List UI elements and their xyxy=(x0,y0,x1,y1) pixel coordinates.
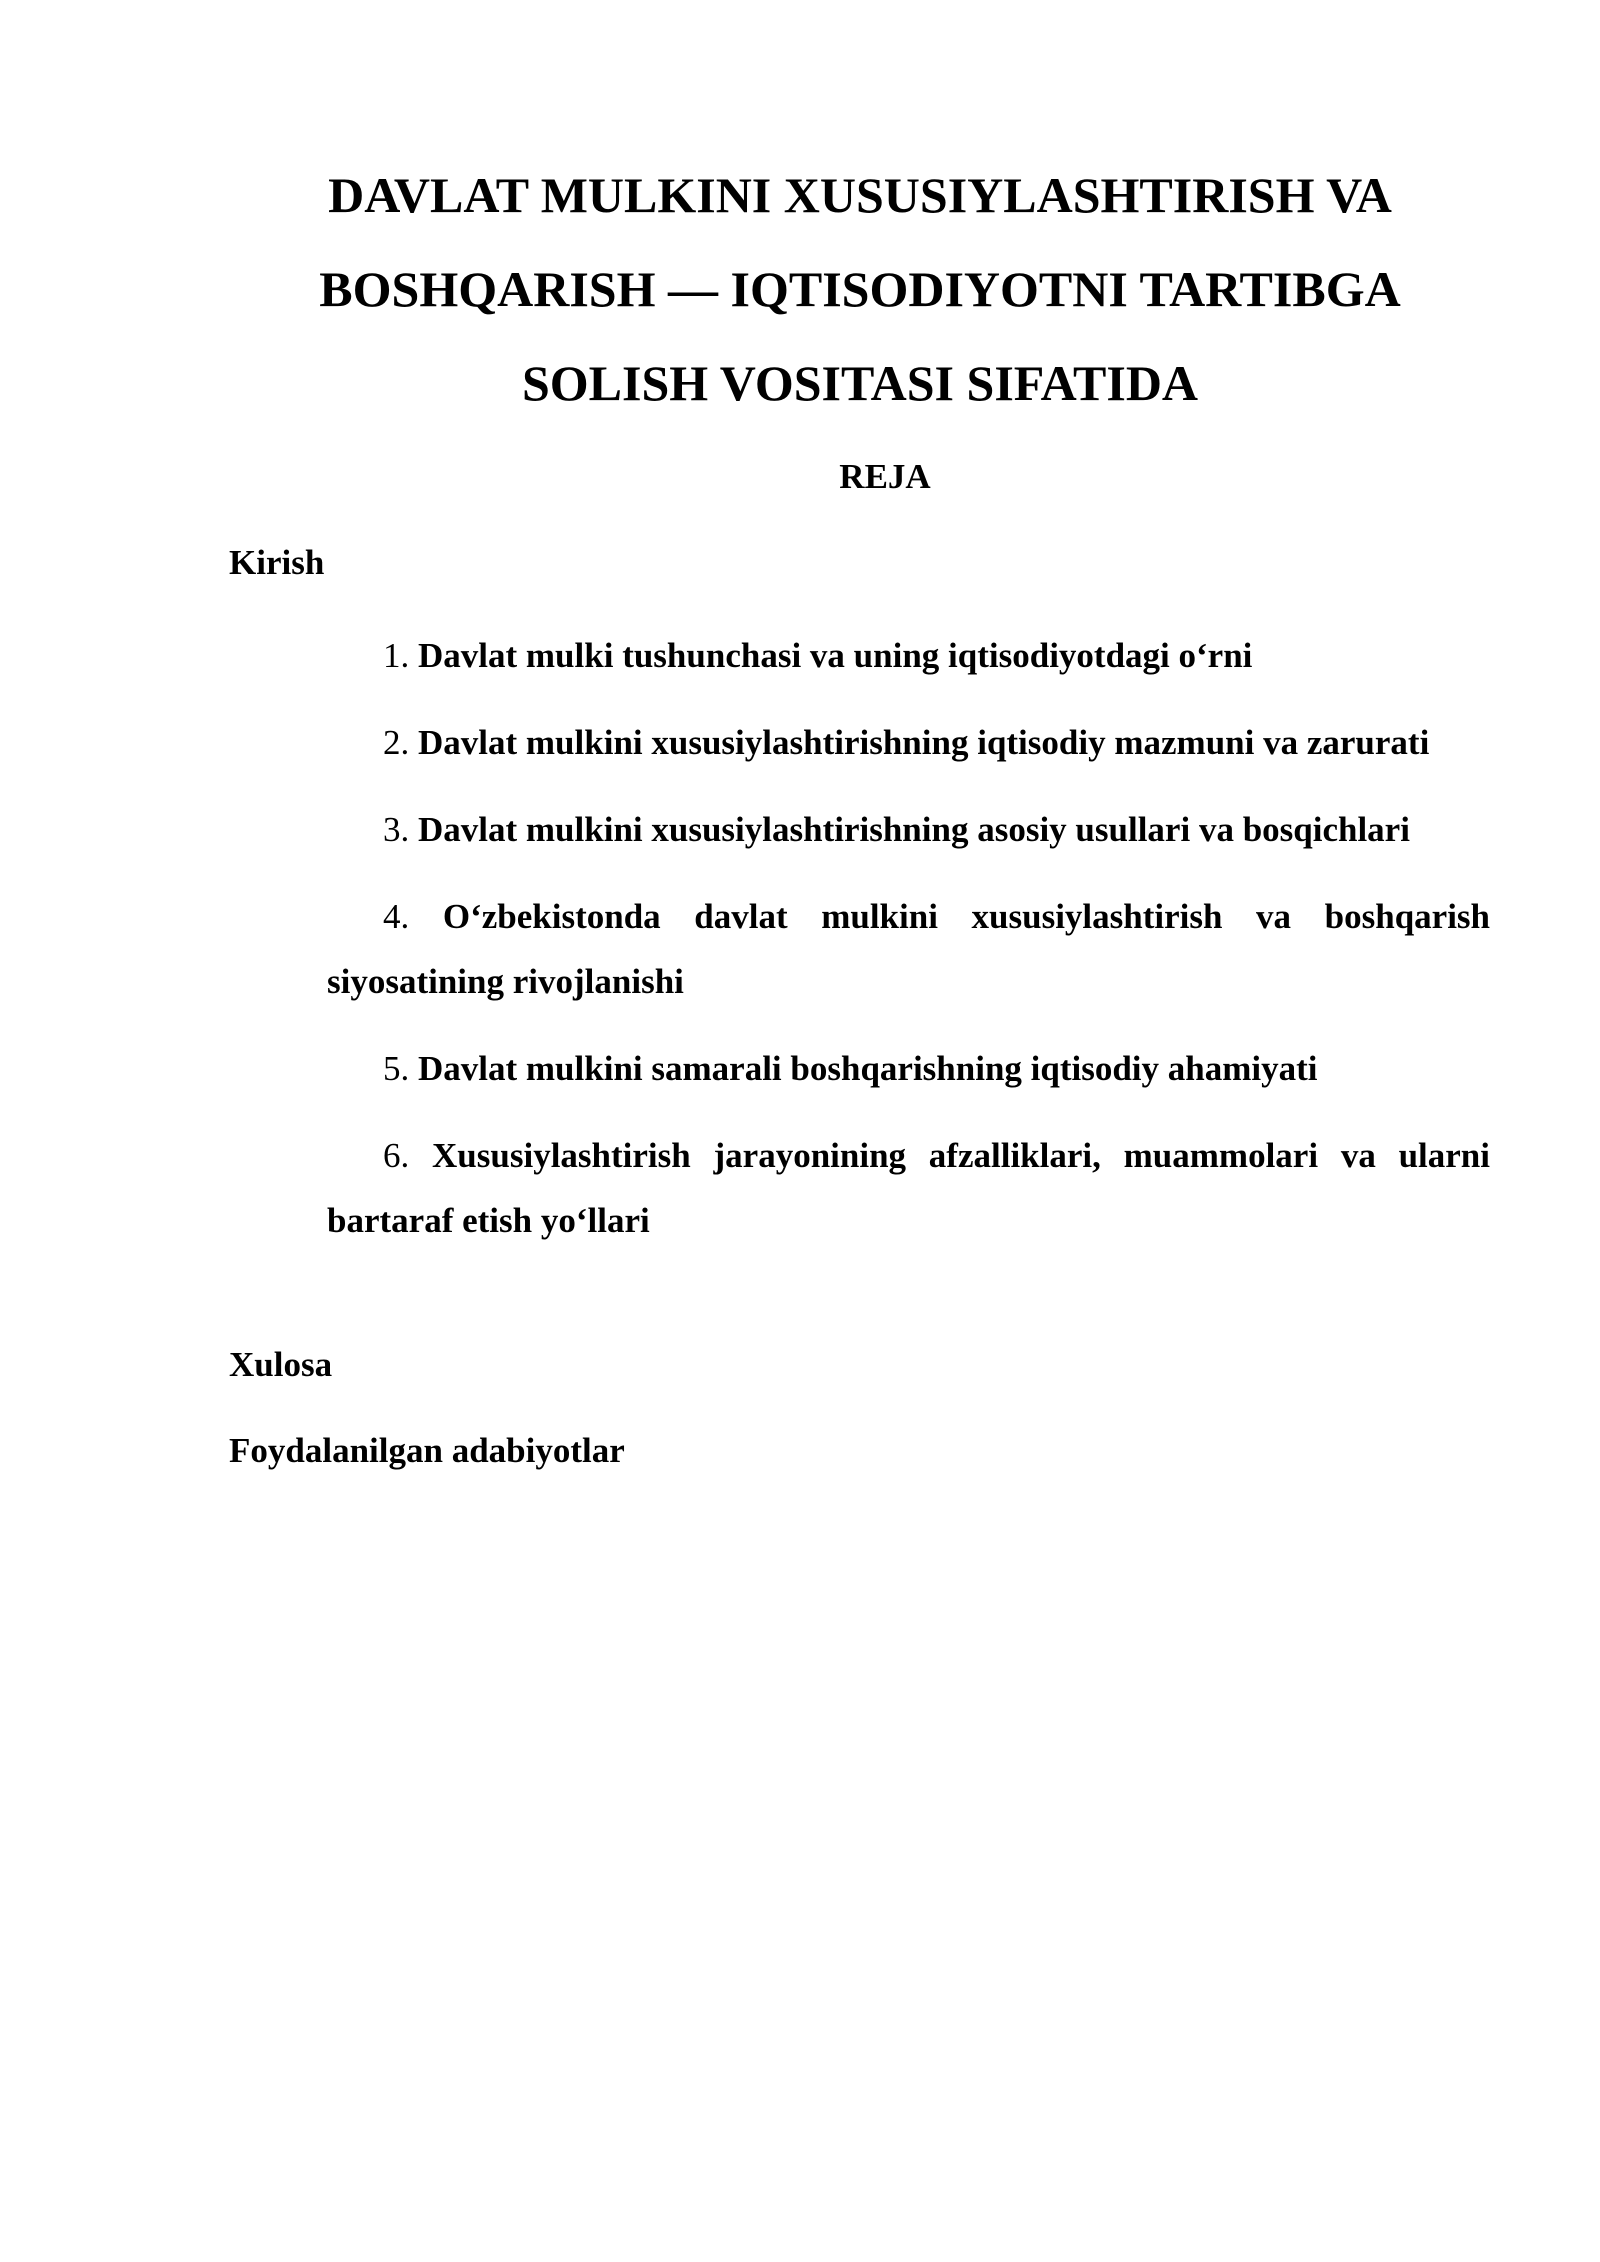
plan-item-number: 2. xyxy=(383,723,410,762)
plan-item-text: Davlat mulkini xususiylashtirishning asosiy usullari va bosqichlari xyxy=(418,810,1410,849)
plan-list xyxy=(327,623,1490,1275)
plan-item-number: 5. xyxy=(383,1049,410,1088)
conclusion-heading: Xulosa xyxy=(229,1345,333,1384)
plan-item xyxy=(327,797,1490,862)
plan-item-number: 4. xyxy=(383,897,410,936)
plan-item-text: Davlat mulkini xususiylashtirishning iqtisodiy mazmuni va zarurati xyxy=(418,723,1430,762)
plan-item-text: Xususiylashtirish jarayonining afzalliklari, muammolari va ularni bartaraf etish yo‘llari xyxy=(327,1136,1491,1240)
plan-item-text: Davlat mulkini samarali boshqarishning iqtisodiy ahamiyati xyxy=(418,1049,1318,1088)
plan-item xyxy=(327,710,1490,775)
references-heading: Foydalanilgan adabiyotlar xyxy=(229,1431,625,1470)
plan-heading: REJA xyxy=(839,457,931,496)
plan-item-number: 3. xyxy=(383,810,410,849)
plan-item xyxy=(327,884,1490,1014)
title-line-3: SOLISH VOSITASI SIFATIDA xyxy=(521,355,1199,411)
intro-heading: Kirish xyxy=(229,543,325,582)
title-line-2: BOSHQARISH — IQTISODIYOTNI TARTIBGA xyxy=(319,261,1401,317)
plan-item-number: 1. xyxy=(383,636,410,675)
title-line-1: DAVLAT MULKINI XUSUSIYLASHTIRISH VA xyxy=(328,167,1392,223)
plan-item-text: Davlat mulki tushunchasi va uning iqtisodiyotdagi o‘rni xyxy=(418,636,1253,675)
plan-item xyxy=(327,1123,1490,1253)
plan-item-number: 6. xyxy=(383,1136,410,1175)
plan-item-text: O‘zbekistonda davlat mulkini xususiylashtirish va boshqarish siyosatining rivojlanishi xyxy=(327,897,1491,1001)
plan-item xyxy=(327,1036,1490,1101)
plan-item xyxy=(327,623,1490,688)
document-title xyxy=(230,148,1490,430)
